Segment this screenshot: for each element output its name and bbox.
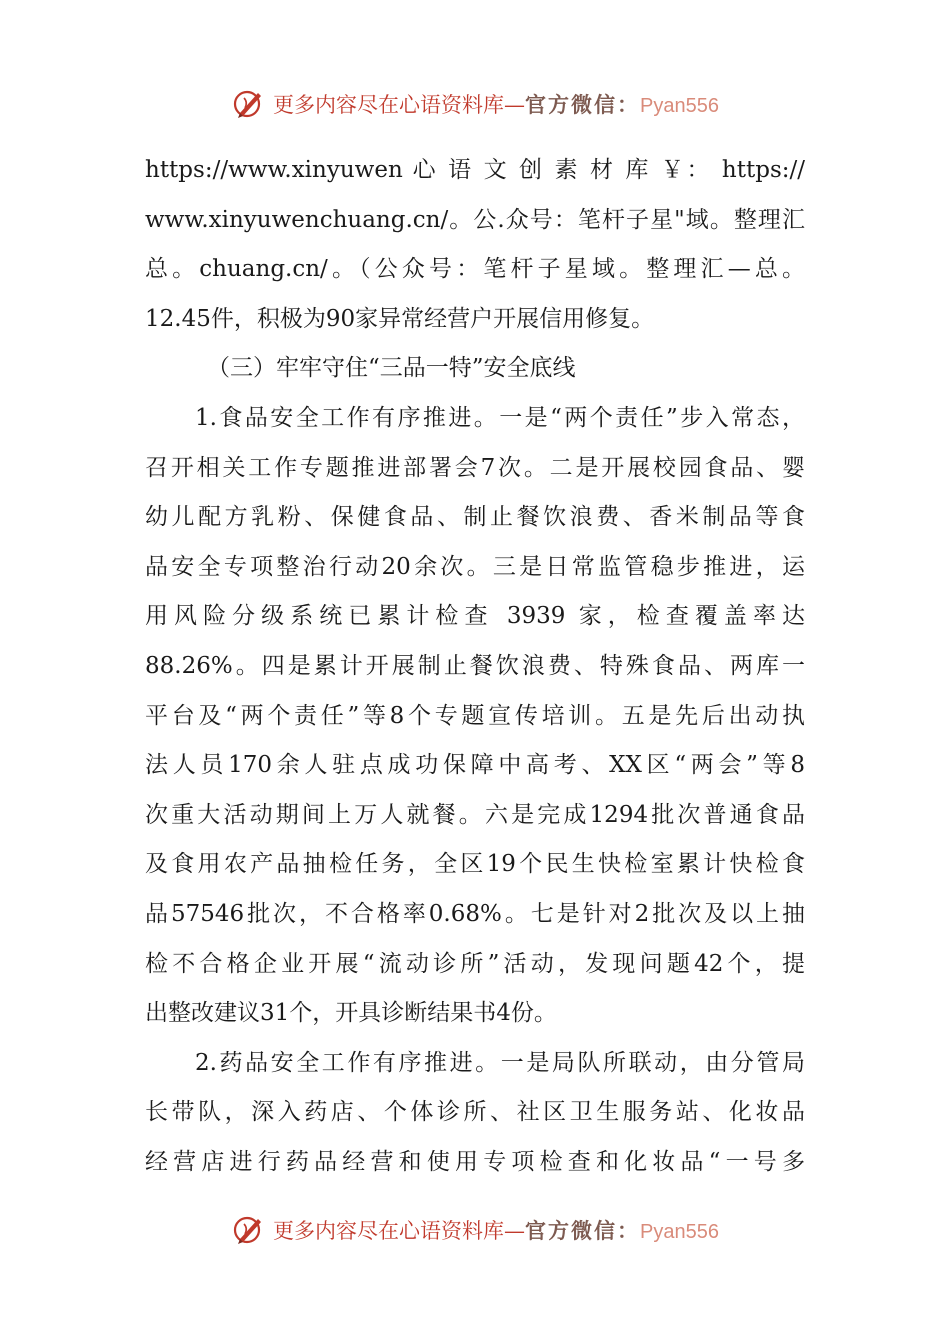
text-line: 平台及“两个责任”等8个专题宣传培训。五是先后出动执 bbox=[145, 702, 805, 729]
footer-watermark-text bbox=[273, 1215, 719, 1245]
text-line: 召开相关工作专题推进部署会7次。二是开展校园食品、婴 bbox=[145, 454, 805, 481]
paragraph-start: 2.药品安全工作有序推进。一是局队所联动，由分管局 bbox=[195, 1049, 805, 1076]
header-official-label: 官方微信： bbox=[525, 92, 641, 117]
footer-wechat-id: Pyan556 bbox=[640, 1221, 719, 1243]
text-line: 用风险分级系统已累计检查 3939 家，检查覆盖率达 bbox=[145, 603, 805, 630]
footer-official-label: 官方微信： bbox=[525, 1218, 641, 1243]
section-heading: （三）牢牢守住“三品一特”安全底线 bbox=[207, 355, 576, 382]
text-line: 及食用农产品抽检任务，全区19个民生快检室累计快检食 bbox=[145, 851, 805, 878]
text-line: 次重大活动期间上万人就餐。六是完成1294批次普通食品 bbox=[145, 801, 805, 828]
text-line: 长带队，深入药店、个体诊所、社区卫生服务站、化妆品 bbox=[145, 1099, 805, 1126]
text-line: 12.45件，积极为90家异常经营户开展信用修复。 bbox=[145, 305, 655, 332]
text-line: 总。chuang.cn/。（公众号：笔杆子星域。整理汇—总。 bbox=[145, 256, 805, 283]
text-line: 法人员170余人驻点成功保障中高考、XX区“两会”等8 bbox=[145, 752, 805, 779]
text-line: 出整改建议31个，开具诊断结果书4份。 bbox=[145, 1000, 557, 1027]
text-line: https://www.xinyuwen 心 语 文 创 素 材 库 ￥： https:// bbox=[145, 157, 805, 183]
header-brand: 更多内容尽在心语资料库 bbox=[273, 93, 505, 117]
footer-brand: 更多内容尽在心语资料库 bbox=[273, 1219, 505, 1243]
paragraph-start: 1.食品安全工作有序推进。一是“两个责任”步入常态， bbox=[195, 404, 805, 431]
pen-logo-icon bbox=[231, 86, 267, 122]
text-line: www.xinyuwenchuang.cn/。公.众号：笔杆子星"域。整理汇 bbox=[145, 206, 805, 233]
text-line: 经营店进行药品经营和使用专项检查和化妆品“一号多 bbox=[145, 1148, 805, 1175]
header-dash: — bbox=[504, 93, 526, 117]
text-line: 幼儿配方乳粉、保健食品、制止餐饮浪费、香米制品等食 bbox=[145, 504, 805, 531]
header-watermark-banner bbox=[0, 84, 950, 124]
text-line: 88.26%。四是累计开展制止餐饮浪费、特殊食品、两库一 bbox=[145, 652, 805, 679]
text-line: 品57546批次，不合格率0.68%。七是针对2批次及以上抽 bbox=[145, 900, 805, 927]
text-line: 品安全专项整治行动20余次。三是日常监管稳步推进，运 bbox=[145, 553, 805, 580]
header-watermark-text bbox=[273, 89, 719, 119]
document-body bbox=[145, 146, 805, 1187]
header-wechat-id: Pyan556 bbox=[640, 95, 719, 117]
footer-watermark-banner bbox=[0, 1210, 950, 1250]
footer-dash: — bbox=[504, 1219, 526, 1243]
pen-logo-icon bbox=[231, 1212, 267, 1248]
text-line: 检不合格企业开展“流动诊所”活动，发现问题42个，提 bbox=[145, 950, 805, 977]
